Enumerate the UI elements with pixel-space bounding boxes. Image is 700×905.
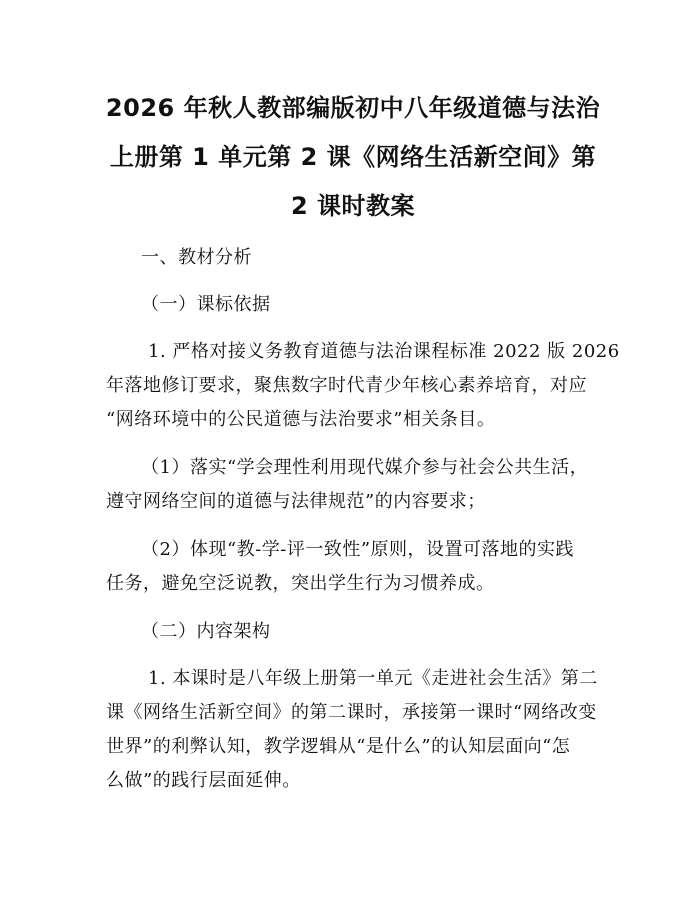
item-1-line-2: 遵守网络空间的道德与法律规范”的内容要求； (106, 491, 486, 512)
paragraph-1-line-3: “网络环境中的公民道德与法治要求”相关条目。 (106, 409, 496, 430)
item-1-line-1: （1）落实“学会理性利用现代媒介参与社会公共生活， (141, 457, 589, 478)
section-heading-materials-analysis: 一、教材分析 (141, 247, 252, 268)
subsection-heading-curriculum-basis: （一）课标依据 (141, 294, 271, 315)
paragraph-2-line-4: 么做”的践行层面延伸。 (106, 770, 301, 791)
paragraph-2-line-1: 1. 本课时是八年级上册第一单元《走进社会生活》第二 (148, 668, 598, 689)
title-line-1: 2026 年秋人教部编版初中八年级道德与法治 (105, 94, 601, 122)
paragraph-2-line-3: 世界”的利弊认知，教学逻辑从“是什么”的认知层面向“怎 (106, 736, 571, 757)
paragraph-1-line-1: 1. 严格对接义务教育道德与法治课程标准 2022 版 2026 (148, 341, 620, 362)
paragraph-2-line-2: 课《网络生活新空间》的第二课时，承接第一课时“网络改变 (106, 702, 597, 723)
item-2-line-2: 任务，避免空泛说教，突出学生行为习惯养成。 (106, 573, 495, 594)
paragraph-1-line-2: 年落地修订要求，聚焦数字时代青少年核心素养培育，对应 (106, 375, 587, 396)
title-line-2: 上册第 1 单元第 2 课《网络生活新空间》第 (109, 143, 597, 171)
item-2-line-1: （2）体现“教-学-评一致性”原则，设置可落地的实践 (141, 539, 575, 560)
title-line-3: 2 课时教案 (290, 192, 416, 220)
subsection-heading-content-structure: （二）内容架构 (141, 621, 271, 642)
